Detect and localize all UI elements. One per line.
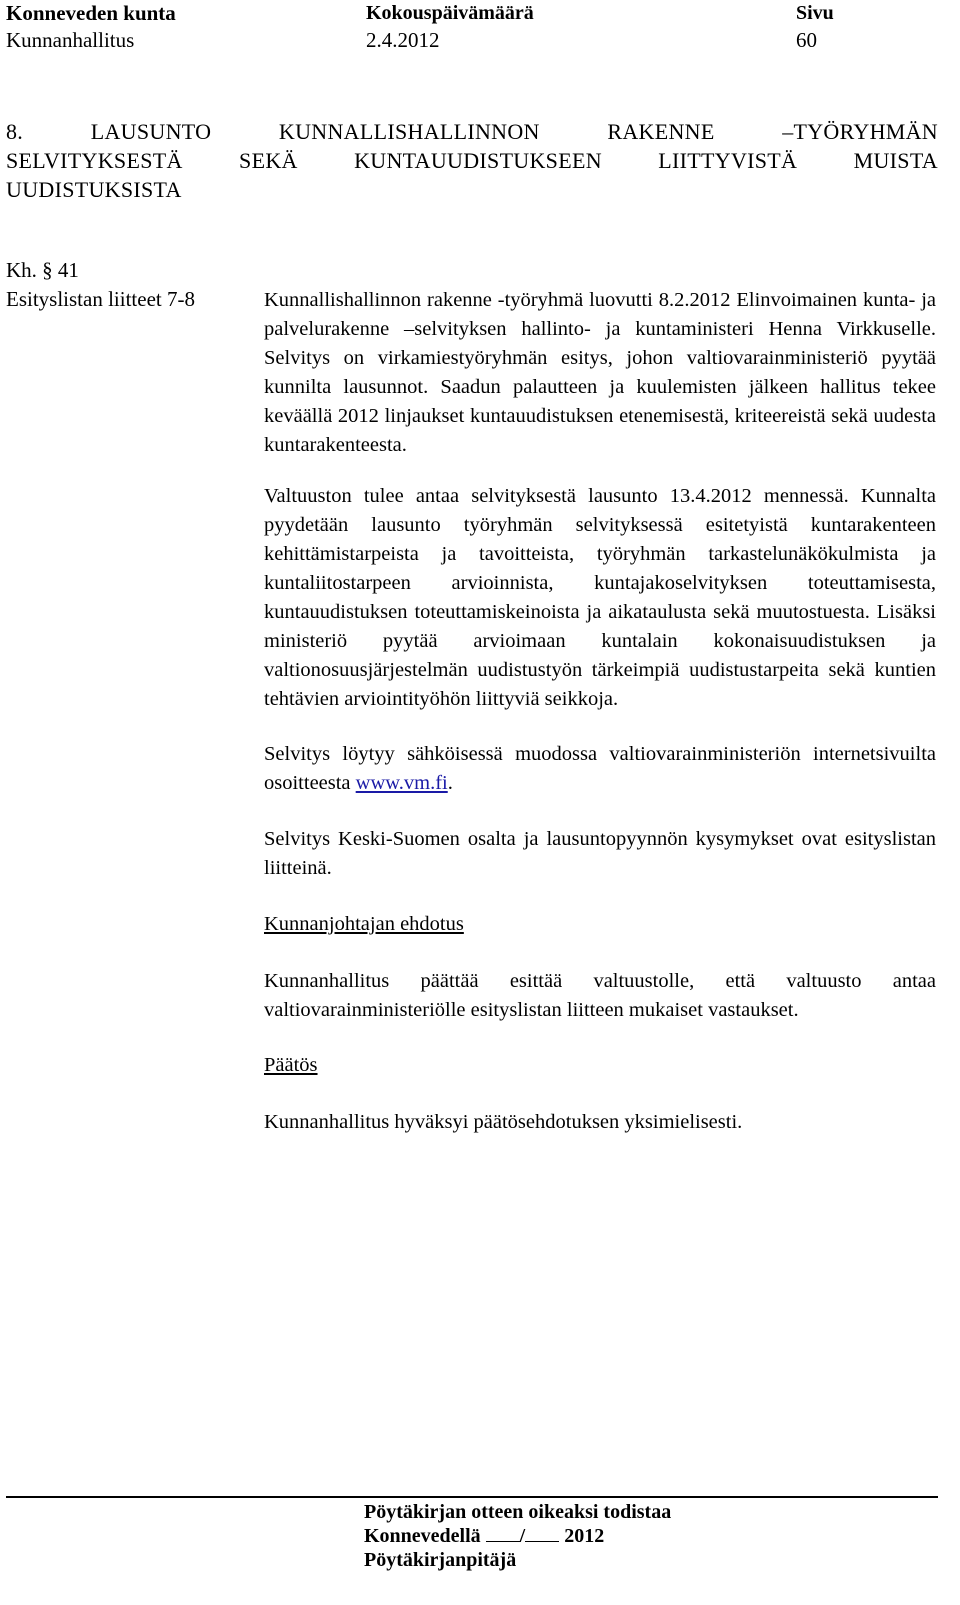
paragraph-attachments: Selvitys Keski-Suomen osalta ja lausuntopyynnön kysymykset ovat esityslistan liitteinä. <box>264 828 936 879</box>
paragraph-decision: Kunnanhallitus hyväksyi päätösehdotuksen yksimielisesti. <box>264 1111 743 1133</box>
meeting-date: 2.4.2012 <box>366 28 440 52</box>
footer-divider <box>6 1496 938 1498</box>
org-body: Kunnanhallitus <box>6 28 135 52</box>
certification-place: Konnevedellä <box>364 1525 481 1547</box>
section-number: Kh. § 41 <box>6 258 79 282</box>
secretary-title: Pöytäkirjanpitäjä <box>364 1549 517 1571</box>
certification-text: Pöytäkirjan otteen oikeaksi todistaa <box>364 1501 672 1523</box>
month-blank <box>525 1525 559 1542</box>
paragraph-link <box>264 740 936 798</box>
page-number: 60 <box>796 28 817 52</box>
certification-place-line <box>364 1524 671 1548</box>
certification-year: 2012 <box>564 1525 605 1547</box>
day-blank <box>486 1525 520 1542</box>
title-line-2: SELVITYKSESTÄ SEKÄ KUNTAUUDISTUKSEEN LIITTYVISTÄ MUISTA <box>6 148 938 173</box>
item-title <box>6 117 938 204</box>
link-intro-text: Selvitys löytyy sähköisessä muodossa valtiovarainministeriön internetsivuilta osoitteesta <box>264 743 936 794</box>
page-label: Sivu <box>796 2 834 24</box>
certification-footer <box>364 1500 671 1572</box>
heading-decision: Päätös <box>264 1054 318 1076</box>
paragraph-proposal: Kunnanhallitus päättää esittää valtuustolle, että valtuusto antaa valtiovarainministeriölle esityslistan liitteen mukaiset vastaukset. <box>264 970 936 1021</box>
title-line-3: UUDISTUKSISTA <box>6 177 182 202</box>
date-label: Kokouspäivämäärä <box>366 2 534 24</box>
date-separator: / <box>519 1525 526 1547</box>
vm-website-link[interactable]: www.vm.fi <box>355 772 448 794</box>
paragraph-background: Kunnallishallinnon rakenne -työryhmä luovutti 8.2.2012 Elinvoimainen kunta- ja palvelurakenne –selvityksen hallinto- ja kuntaministeri Henna Virkkuselle. Selvitys on virkamiestyöryhmän esitys, johon valtiovarainministeriö pyytää kunnilta lausunnot. Saadun palautteen ja kuulemisten jälkeen hallitus tekee keväällä 2012 linjaukset kuntauudistuksen etenemisestä, kriteereistä sekä uudesta kuntarakenteesta. <box>264 289 936 456</box>
attachments-label: Esityslistan liitteet 7-8 <box>6 287 195 311</box>
paragraph-request: Valtuuston tulee antaa selvityksestä lausunto 13.4.2012 mennessä. Kunnalta pyydetään lausunto työryhmän selvityksessä esitetyistä kuntarakenteen kehittämistarpeista ja tavoitteista, työryhmän tarkastelunäkökulmista ja kuntaliitostarpeen arvioinnista, kuntajakoselvityksen toteuttamisesta, kuntauudistuksen toteuttamiskeinoista ja aikataulusta sekä muutostuesta. Lisäksi ministeriö pyytää arvioimaan kuntalain kokonaisuudistuksen ja valtionosuusjärjestelmän uudistustyön tärkeimpiä uudistustarpeita sekä kuntien tehtävien arviointityöhön liittyviä seikkoja. <box>264 485 936 710</box>
heading-proposal: Kunnanjohtajan ehdotus <box>264 913 464 935</box>
org-name: Konneveden kunta <box>6 1 176 25</box>
title-line-1: 8. LAUSUNTO KUNNALLISHALLINNON RAKENNE –TYÖRYHMÄN <box>6 119 938 144</box>
link-end-text: . <box>447 772 453 794</box>
